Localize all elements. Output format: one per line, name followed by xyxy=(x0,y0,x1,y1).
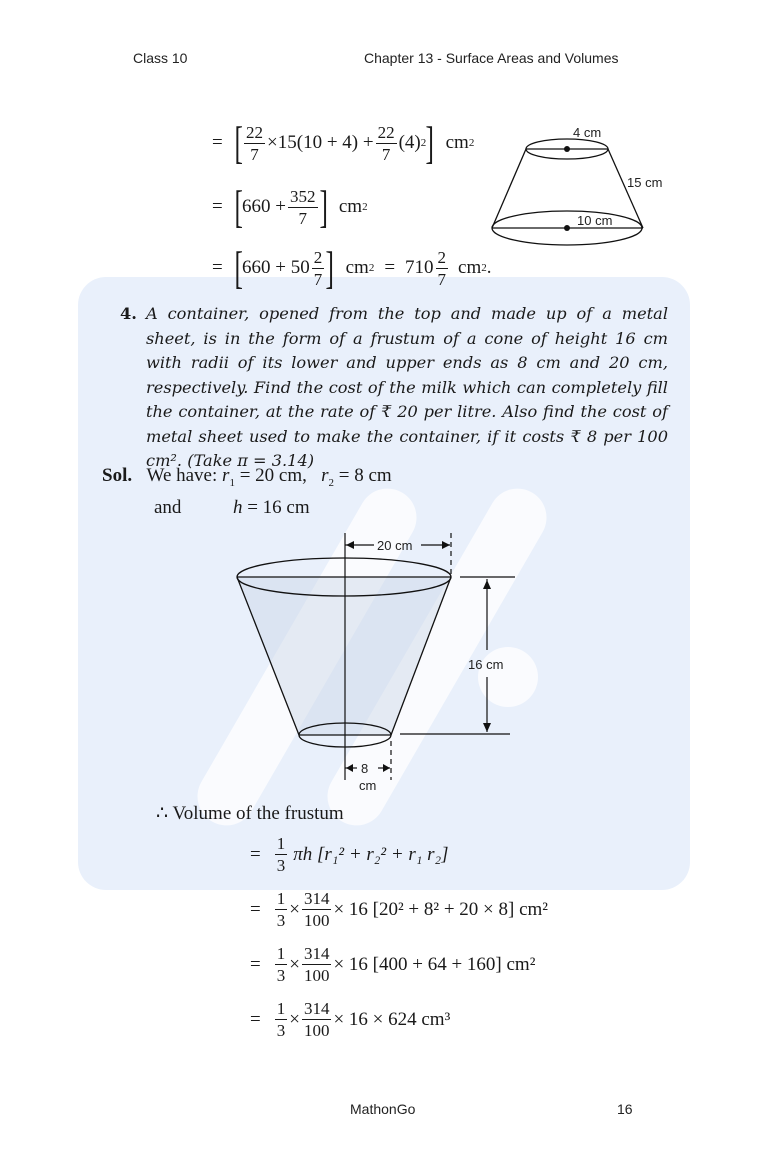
fraction: $\frac{22}{7}$ xyxy=(377,122,395,164)
solution-line-1: Sol. We have: $r_1 = 20$ cm, $r_2 = 8$ cm xyxy=(102,465,392,489)
bottom-radius-label: 8 xyxy=(361,761,369,776)
fraction: $\frac{1}{3}$ xyxy=(276,999,286,1040)
header-class: Class 10 xyxy=(133,50,188,66)
question-text: A container, opened from the top and made up of a metal sheet, is in the form of a frustum of a cone of height 16 cm with radii of its lower and upper ends as 8 cm and 20 cm, respectively. Find the cost of the milk which can completely fill the container, at the rate of ₹ 20 per litre. Also find the cost of metal sheet used to make the container, if it costs ₹ 8 per 100 cm². (Take π = 3.14) xyxy=(146,304,668,470)
volume-heading: ∴ Volume of the frustum xyxy=(156,803,344,824)
fraction: $\frac{1}{3}$ xyxy=(276,834,286,875)
fraction: $\frac{352}{7}$ xyxy=(290,186,316,228)
volume-step-2: = $\frac{1}{3}$ × $\frac{314}{100}$ × 16 [20² + 8² + 20 × 8] cm² xyxy=(250,889,549,930)
fraction: $\frac{314}{100}$ xyxy=(303,999,330,1040)
solution-label: Sol. xyxy=(102,465,133,486)
top-radius-label: 4 cm xyxy=(573,125,602,140)
fraction: $\frac{1}{3}$ xyxy=(276,944,286,985)
bottom-radius-unit: cm xyxy=(359,778,377,793)
header-chapter: Chapter 13 - Surface Areas and Volumes xyxy=(364,50,619,66)
question-number: 4. xyxy=(120,304,137,323)
prev-solution-line-3: = [ 660 + 50 $\frac{2}{7}$ ] cm 2 = 710 $\frac{2}{7}$ cm 2 . xyxy=(212,242,492,293)
height-label: 16 cm xyxy=(468,657,504,672)
footer-brand: MathonGo xyxy=(350,1101,416,1117)
page-number: 16 xyxy=(617,1101,633,1117)
fraction: $\frac{2}{7}$ xyxy=(437,247,447,289)
volume-step-4: = $\frac{1}{3}$ × $\frac{314}{100}$ × 16 × 624 cm³ xyxy=(250,999,451,1040)
prev-solution-line-2: = [ 660 + $\frac{352}{7}$ ] cm 2 xyxy=(212,181,368,232)
large-frustum-figure xyxy=(220,525,560,795)
fraction: $\frac{1}{3}$ xyxy=(276,889,286,930)
volume-step-1: = $\frac{1}{3}$ πh [r₁² + r₂² + r₁ r₂] xyxy=(250,834,449,875)
slant-height-label: 15 cm xyxy=(627,175,663,190)
solution-line-2: and h = 16 cm xyxy=(154,497,310,518)
fraction: $\frac{314}{100}$ xyxy=(303,944,330,985)
prev-solution-line-1: = [ $\frac{22}{7}$ ×15(10 + 4) + $\frac{22}{7}$ (4) 2 ] cm 2 xyxy=(212,117,475,168)
volume-step-3: = $\frac{1}{3}$ × $\frac{314}{100}$ × 16 [400 + 64 + 160] cm² xyxy=(250,944,536,985)
question-4 xyxy=(120,302,668,474)
top-radius-label: 20 cm xyxy=(377,538,413,553)
fraction: $\frac{314}{100}$ xyxy=(303,889,330,930)
fraction: $\frac{2}{7}$ xyxy=(313,247,323,289)
fraction: $\frac{22}{7}$ xyxy=(246,122,264,164)
bottom-radius-label: 10 cm xyxy=(577,213,613,228)
small-frustum-figure xyxy=(480,115,680,250)
